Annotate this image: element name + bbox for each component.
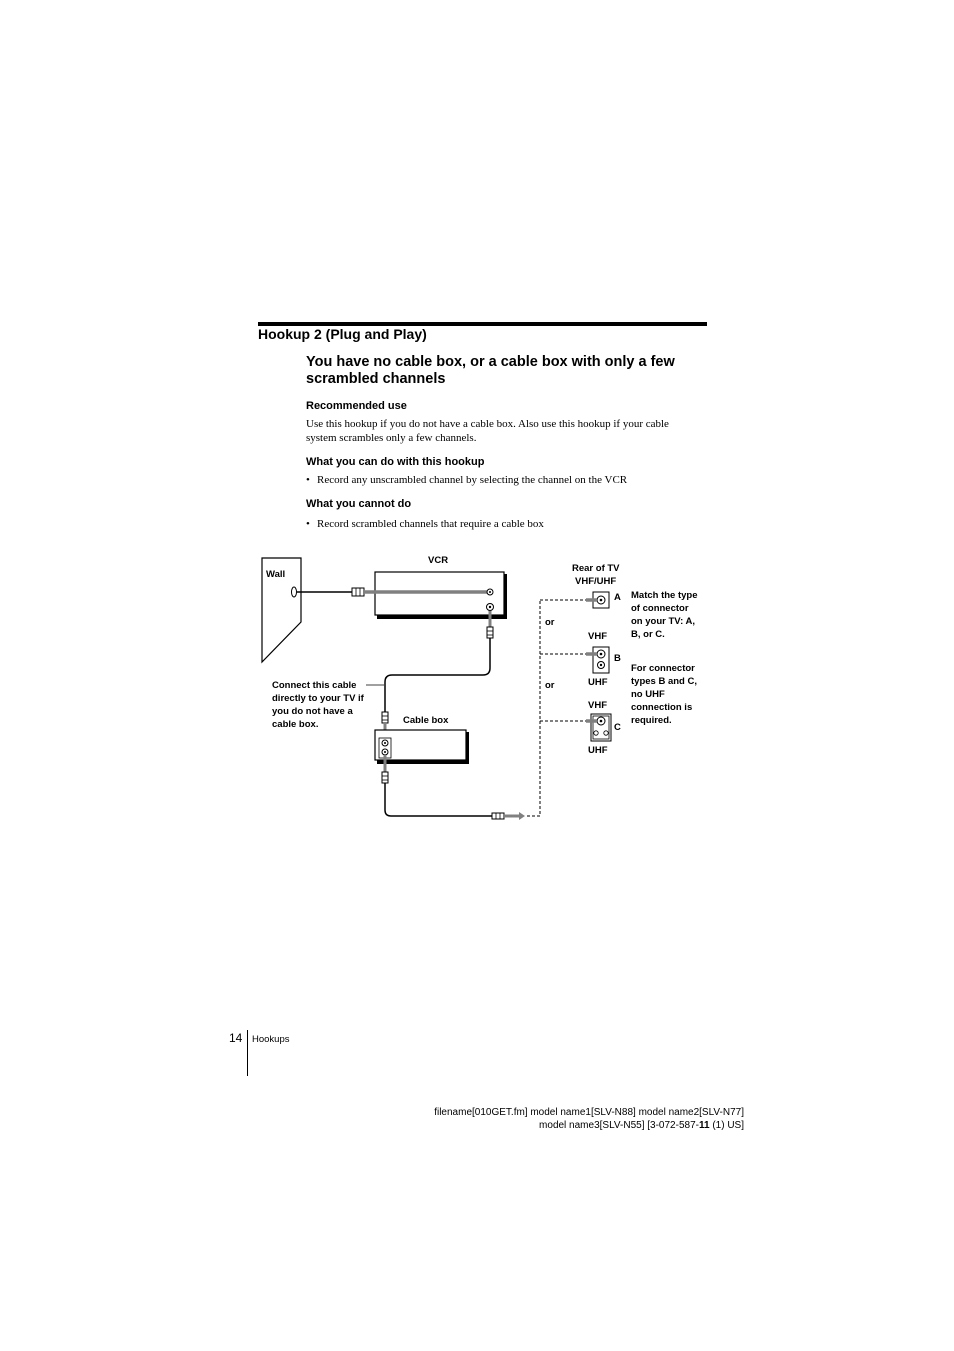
match-note-line: Match the type: [631, 590, 698, 601]
match-note: [631, 590, 698, 640]
footer-line2: [539, 1119, 744, 1132]
connector-c-label: C: [614, 722, 621, 733]
can-do-title: What you can do with this hookup: [306, 456, 485, 468]
section-title: Hookup 2 (Plug and Play): [258, 326, 427, 342]
connector-note-line: connection is: [631, 702, 693, 713]
cablebox-to-tv-cable: [385, 783, 492, 816]
dashed-tv-lines: [527, 600, 586, 816]
match-note-line: on your TV: A,: [631, 616, 696, 627]
recommended-line2: system scrambles only a few channels.: [306, 432, 477, 444]
connector-note: [631, 663, 697, 726]
recommended-line1: Use this hookup if you do not have a cable box. Also use this hookup if your cable: [306, 418, 669, 430]
coax-plug-icon: [492, 813, 504, 819]
vcr-label: VCR: [428, 555, 449, 566]
page-divider: [247, 1030, 248, 1076]
uhf-label-c: UHF: [588, 745, 608, 756]
bullet-icon: •: [306, 518, 310, 530]
page-heading-line1: You have no cable box, or a cable box with only a few: [306, 354, 675, 370]
connector-b-label: B: [614, 653, 621, 664]
rear-tv-label: Rear of TV: [572, 563, 620, 574]
vhf-label-c: VHF: [588, 700, 607, 711]
cannot-do-title: What you cannot do: [306, 498, 412, 510]
vcr-out-jack-icon: [487, 604, 494, 611]
connector-b-icon: [593, 647, 609, 673]
connector-note-line: For connector: [631, 663, 695, 674]
vhf-label-b: VHF: [588, 631, 607, 642]
vcr-in-jack-icon: [487, 589, 493, 595]
can-do-bullet-text: Record any unscrambled channel by selecting the channel on the VCR: [317, 474, 628, 486]
connect-note-line: cable box.: [272, 719, 319, 730]
connector-c-icon: [591, 714, 611, 741]
connect-note-line: directly to your TV if: [272, 693, 364, 704]
uhf-label-b: UHF: [588, 677, 608, 688]
footer-line2-bold: 11: [698, 1120, 710, 1131]
or-label-2: or: [545, 680, 555, 691]
page-number: 14: [229, 1031, 243, 1045]
coax-plug-icon: [382, 712, 388, 723]
vcr-to-cablebox-cable: [385, 638, 490, 712]
coax-plug-icon: [487, 627, 493, 638]
coax-plug-icon: [352, 588, 364, 596]
vcr-box: [375, 572, 507, 619]
page-section-label: Hookups: [252, 1034, 290, 1045]
footer-line2-post: (1) US]: [709, 1120, 744, 1131]
bullet-icon: •: [306, 474, 310, 486]
page-heading-line2: scrambled channels: [306, 371, 446, 387]
connect-note-line: Connect this cable: [272, 680, 357, 691]
footer-line1: filename[010GET.fm] model name1[SLV-N88] model name2[SLV-N77]: [434, 1107, 744, 1118]
or-label-1: or: [545, 617, 555, 628]
connector-note-line: required.: [631, 715, 672, 726]
cable-box: [375, 730, 469, 764]
arrow-right-icon: [519, 812, 525, 820]
connector-a-label: A: [614, 592, 621, 603]
recommended-use-title: Recommended use: [306, 400, 407, 412]
cannot-do-bullet-text: Record scrambled channels that require a cable box: [317, 518, 544, 530]
connect-note-line: you do not have a: [272, 706, 353, 717]
footer-line2-pre: model name3[SLV-N55] [3-072-587-: [539, 1120, 699, 1131]
coax-plug-icon: [382, 772, 388, 783]
wall-outlet-icon: [292, 587, 297, 597]
vhf-uhf-label: VHF/UHF: [575, 576, 617, 587]
connect-note: [272, 680, 365, 730]
connector-note-line: types B and C,: [631, 676, 697, 687]
match-note-line: of connector: [631, 603, 689, 614]
wall-label: Wall: [266, 569, 286, 580]
match-note-line: B, or C.: [631, 629, 665, 640]
cable-box-label: Cable box: [403, 715, 449, 726]
connector-note-line: no UHF: [631, 689, 665, 700]
